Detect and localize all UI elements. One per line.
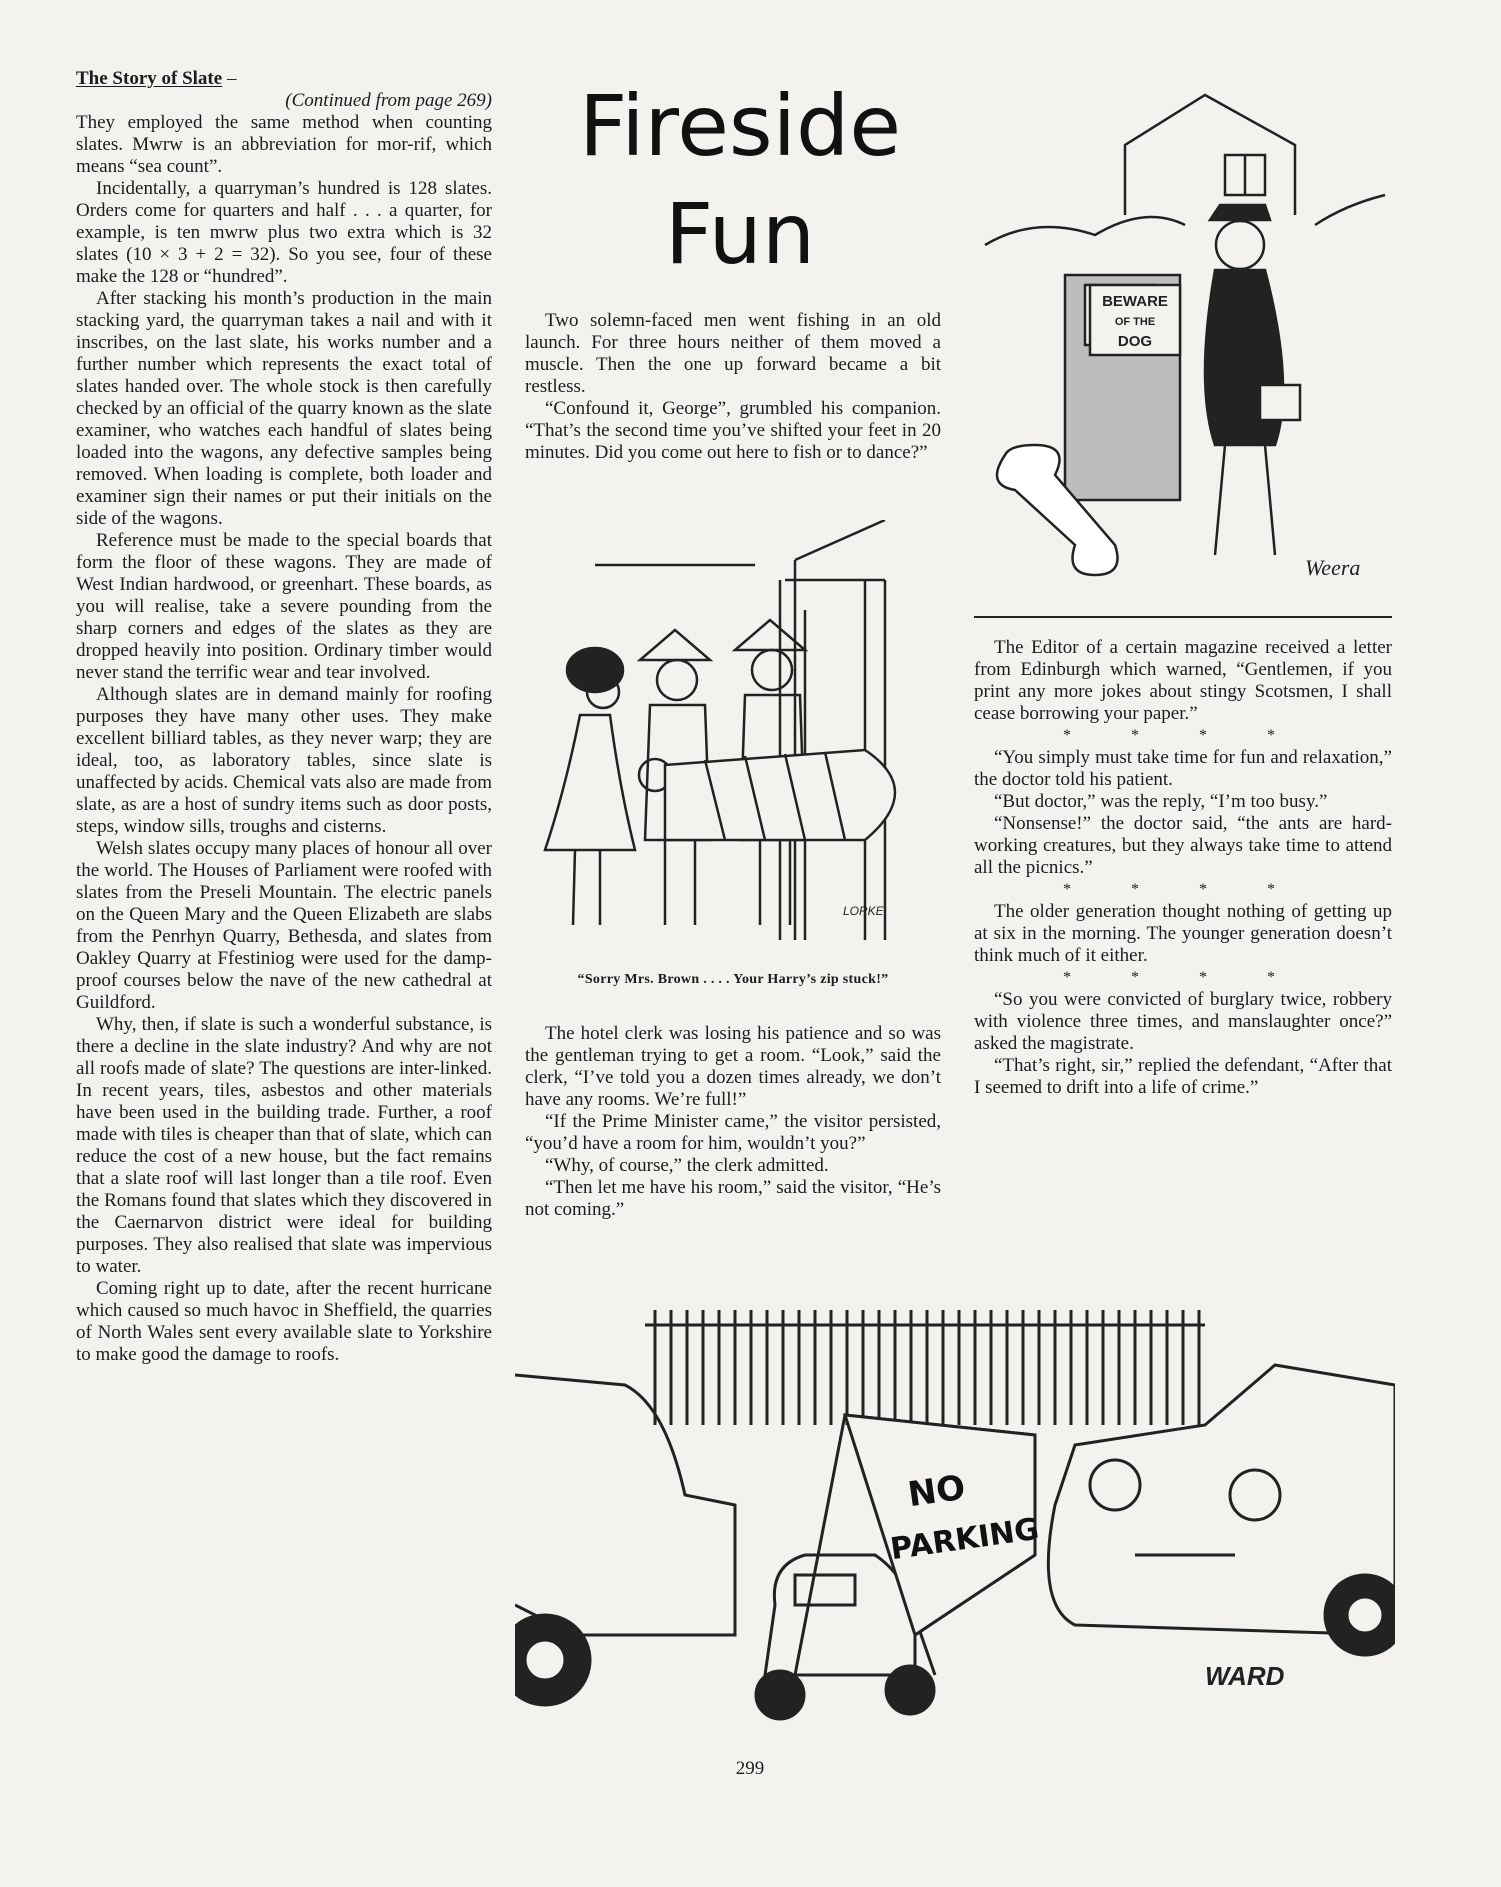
joke-paragraph: “Then let me have his room,” said the visitor, “He’s not coming.”: [525, 1177, 941, 1220]
article-paragraph: Welsh slates occupy many places of honour all over the world. The Houses of Parliament were roofed with slates from the Preseli Mountain. The electric panels on the Queen Mary and the Queen Elizabeth are slabs from the Penrhyn Quarry, Bethesda, and slates from Oakley Quarry at Ffestiniog were used for the damp-proof courses below the nave of the new cathedral at Guildford.: [76, 838, 492, 1013]
page-number: 299: [735, 1758, 765, 1779]
story-of-slate-article: [76, 68, 492, 1366]
hotel-joke: [525, 1023, 941, 1221]
beware-dog-cartoon: [975, 85, 1395, 590]
separator-stars: * * * *: [1063, 881, 1303, 898]
cartoon-signature: WARD: [1205, 1661, 1285, 1691]
heading-dash: –: [222, 68, 237, 89]
joke-paragraph: “You simply must take time for fun and relaxation,” the doctor told his patient.: [974, 747, 1392, 790]
sign-of-the: OF THE: [1114, 316, 1156, 328]
article-paragraph: After stacking his month’s production in the main stacking yard, the quarryman takes a nail and with it inscribes, on the last slate, his works number and a further number which represents the exact total of slates handed over. The whole stock is then carefully checked by an official of the quarry known as the slate examiner, who watches each handful of slates being loaded into the wagons, any defective samples being removed. When loading is complete, both loader and examiner sign their names or put their initials on the side of the wagons.: [76, 288, 492, 529]
title-line-1: Fireside: [578, 77, 901, 175]
joke-paragraph: “But doctor,” was the reply, “I’m too busy.”: [994, 791, 1328, 812]
parking-sign-parking: PARKING: [888, 1511, 1042, 1568]
scouts-cartoon: [525, 520, 945, 960]
no-parking-cartoon: [515, 1305, 1395, 1725]
article-paragraph: Coming right up to date, after the recent hurricane which caused so much havoc in Sheffield, the quarries of North Wales sent every available slate to Yorkshire to make good the damage to roofs.: [76, 1278, 492, 1365]
separator-stars: * * * *: [1063, 727, 1303, 744]
sign-dog: DOG: [1117, 333, 1153, 350]
joke-paragraph: The older generation thought nothing of getting up at six in the morning. The younger generation doesn’t think much of it either.: [974, 901, 1392, 966]
article-heading: The Story of Slate: [76, 68, 223, 89]
article-paragraph: Incidentally, a quarryman’s hundred is 128 slates. Orders come for quarters and half . . . a quarter, for example, is ten mwrw plus two extra which is 32 slates (10 × 3 + 2 = 32). So you see, four of these make the 128 or “hundred”.: [76, 178, 492, 287]
title-line-2: Fun: [664, 185, 816, 283]
joke-paragraph: “Nonsense!” the doctor said, “the ants are hard-working creatures, but they always take time to attend all the picnics.”: [974, 813, 1392, 878]
right-jokes: [974, 637, 1392, 1099]
parking-sign-no: NO: [905, 1467, 968, 1516]
fishing-joke: [525, 310, 941, 464]
joke-paragraph: The Editor of a certain magazine received a letter from Edinburgh which warned, “Gentlemen, if you print any more jokes about stingy Scotsmen, I shall cease borrowing your paper.”: [974, 637, 1392, 724]
joke-paragraph: Two solemn-faced men went fishing in an old launch. For three hours neither of them moved a muscle. Then the one up forward became a bit restless.: [525, 310, 941, 397]
separator-stars: * * * *: [1063, 969, 1303, 986]
sign-beware: BEWARE: [1102, 293, 1168, 310]
column-divider: [974, 616, 1392, 618]
article-paragraph: Reference must be made to the special boards that form the floor of these wagons. They are made of West Indian hardwood, or greenhart. These boards, as you will realise, take a severe pounding from the sharp corners and edges of the slates as they are dropped heavily into position. Ordinary timber would never stand the terrific wear and tear involved.: [76, 530, 492, 683]
cartoon-signature: LORKE: [843, 904, 884, 918]
joke-paragraph: “So you were convicted of burglary twice, robbery with violence three times, and manslaughter once?” asked the magistrate.: [974, 989, 1392, 1054]
article-paragraph: Why, then, if slate is such a wonderful substance, is there a decline in the slate industry? And why are not all roofs made of slate? The questions are inter-linked. In recent years, tiles, asbestos and other materials have been used in the building trade. Further, a roof made with tiles is cheaper than that of slate, which can reduce the cost of a new house, but the fact remains that a slate roof will last longer than a tile roof. Even the Romans found that slates which they discovered in the Caernarvon district were ideal for building purposes. They also realised that slate was impervious to water.: [76, 1014, 492, 1277]
article-paragraph: Although slates are in demand mainly for roofing purposes they have many other uses. They make excellent billiard tables, as they never warp; they are ideal, too, as laboratory tables, since slate is unaffected by acids. Chemical vats also are made from slate, as are a host of sundry items such as door posts, steps, window sills, troughs and cisterns.: [76, 684, 492, 837]
joke-paragraph: “That’s right, sir,” replied the defendant, “After that I seemed to drift into a life of crime.”: [974, 1055, 1392, 1098]
page-title: [540, 72, 940, 288]
joke-paragraph: “Why, of course,” the clerk admitted.: [545, 1155, 829, 1176]
joke-paragraph: The hotel clerk was losing his patience and so was the gentleman trying to get a room. “Look,” said the clerk, “I’ve told you a dozen times already, we don’t have any rooms. We’re full!”: [525, 1023, 941, 1110]
joke-paragraph: “Confound it, George”, grumbled his companion. “That’s the second time you’ve shifted your feet in 20 minutes. Did you come out here to fish or to dance?”: [525, 398, 941, 463]
article-heading-line: [76, 68, 492, 90]
article-paragraph: They employed the same method when counting slates. Mwrw is an abbreviation for mor-rif, which means “sea count”.: [76, 112, 492, 177]
joke-paragraph: “If the Prime Minister came,” the visitor persisted, “you’d have a room for him, wouldn’t you?”: [525, 1111, 941, 1154]
cartoon-signature: Weera: [1305, 555, 1361, 580]
continued-note: (Continued from page 269): [285, 90, 492, 111]
cartoon-caption: “Sorry Mrs. Brown . . . . Your Harry’s zip stuck!”: [577, 972, 889, 987]
